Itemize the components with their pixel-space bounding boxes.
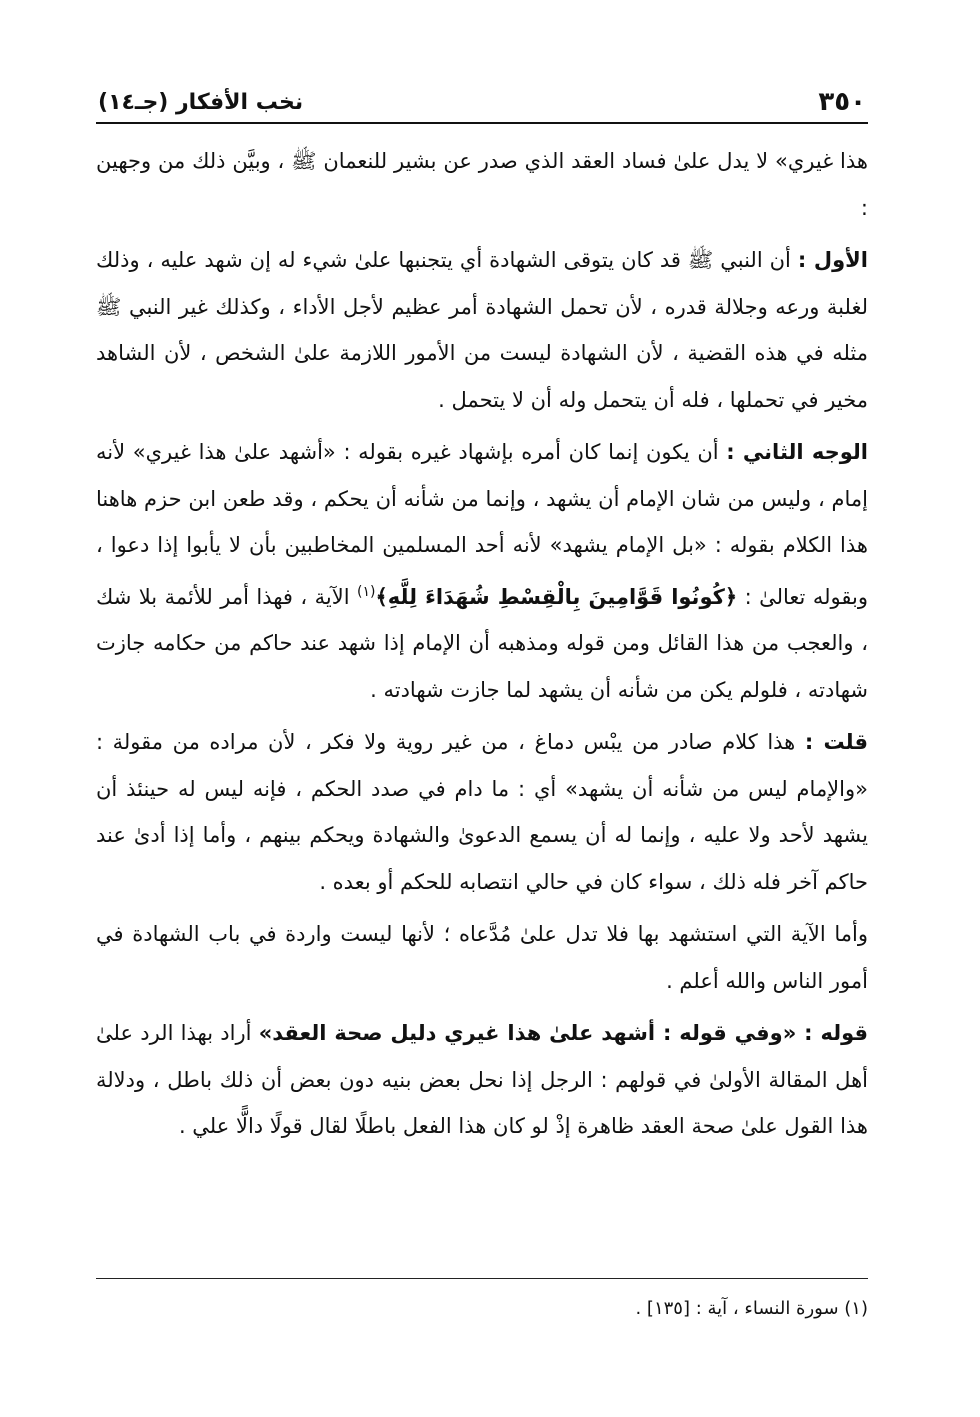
body-text bbox=[96, 138, 868, 1150]
book-page bbox=[96, 82, 868, 1382]
paragraph-intro bbox=[96, 138, 868, 231]
paragraph-lead: الوجه الثاني : bbox=[726, 440, 869, 464]
book-title: نخب الأفكار (جـ١٤) bbox=[98, 89, 304, 115]
footnote-reference: (١) bbox=[357, 583, 376, 600]
paragraph-text: هذا غيري» لا يدل علىٰ فساد العقد الذي صدر عن بشير للنعمان ﷺ ، وبيَّن ذلك من وجهين : bbox=[96, 149, 868, 220]
footnote-divider bbox=[96, 1278, 868, 1279]
paragraph-text-continued: الآية ، فهذا أمر للأئمة بلا شك ، والعجب من هذا القائل ومن قوله ومذهبه أن الإمام إذا شهد عند حاكم من حكامه جازت شهادته ، فلولم يكن من شأنه أن يشهد لما جازت شهادته . bbox=[96, 584, 868, 702]
paragraph-text: أراد بهذا الرد علىٰ أهل المقالة الأولىٰ في قولهم : الرجل إذا نحل بعض بنيه دون بعض أن ذلك باطل ، ودلالة هذا القول علىٰ صحة العقد ظاهرة إذْ لو كان هذا الفعل باطلًا لقال قولًا دالًّا علي . bbox=[96, 1021, 868, 1138]
paragraph-first-aspect bbox=[96, 237, 868, 423]
paragraph-commentary bbox=[96, 1010, 868, 1150]
paragraph-lead: قلت : bbox=[804, 730, 868, 754]
page-number: ٣٥٠ bbox=[818, 87, 866, 117]
paragraph-text: أن النبي ﷺ قد كان يتوقى الشهادة أي يتجنبها علىٰ شيء له إن شهد عليه ، وذلك لغلبة ورعه وجلالة قدره ، لأن تحمل الشهادة أمر عظيم لأجل الأداء ، وكذلك غير النبي ﷺ مثله في هذه القضية ، لأن الشهادة ليست من الأمور اللازمة علىٰ الشخص ، لأن الشاهد مخير في تحملها ، فله أن يتحمل وله أن لا يتحمل . bbox=[96, 248, 868, 412]
paragraph-text: أن يكون إنما كان أمره بإشهاد غيره بقوله : «أشهد علىٰ هذا غيري» لأنه إمام ، وليس من شان الإمام أن يشهد ، وإنما من شأنه أن يحكم ، وقد طعن ابن حزم هاهنا هذا الكلام بقوله : «بل الإمام يشهد» لأنه أحد المسلمين المخاطبين بأن لا يأبوا إذا دعوا ، وبقوله تعالىٰ : bbox=[96, 440, 868, 609]
paragraph-second-aspect bbox=[96, 429, 868, 713]
paragraph-text: هذا كلام صادر من يبْس دماغ ، من غير روية ولا فكر ، لأن مراده من مقولة : «والإمام ليس من شأنه أن يشهد» أي : ما دام في صدد الحكم ، فإنه ليس له حينئذ أن يشهد لأحد ولا عليه ، وإنما له أن يسمع الدعوىٰ والشهادة ويحكم بينهم ، وأما إذا أدىٰ عند حاكم آخر فله ذلك ، سواء كان في حالي انتصابه للحكم أو بعده . bbox=[96, 730, 868, 894]
paragraph-verse-note bbox=[96, 911, 868, 1004]
running-header bbox=[96, 82, 868, 124]
paragraph-lead: قوله : «وفي قوله : أشهد علىٰ هذا غيري دليل صحة العقد» bbox=[258, 1021, 868, 1045]
paragraph-lead: الأول : bbox=[797, 248, 868, 272]
paragraph-text: وأما الآية التي استشهد بها فلا تدل علىٰ مُدَّعاه ؛ لأنها ليست واردة في باب الشهادة في أمور الناس والله أعلم . bbox=[96, 922, 868, 993]
paragraph-response bbox=[96, 719, 868, 905]
quran-verse: ﴿كُونُوا قَوَّامِينَ بِالْقِسْطِ شُهَدَاءَ لِلَّهِ﴾ bbox=[375, 584, 738, 609]
footnote: (١) سورة النساء ، آية : [١٣٥] . bbox=[635, 1298, 868, 1319]
